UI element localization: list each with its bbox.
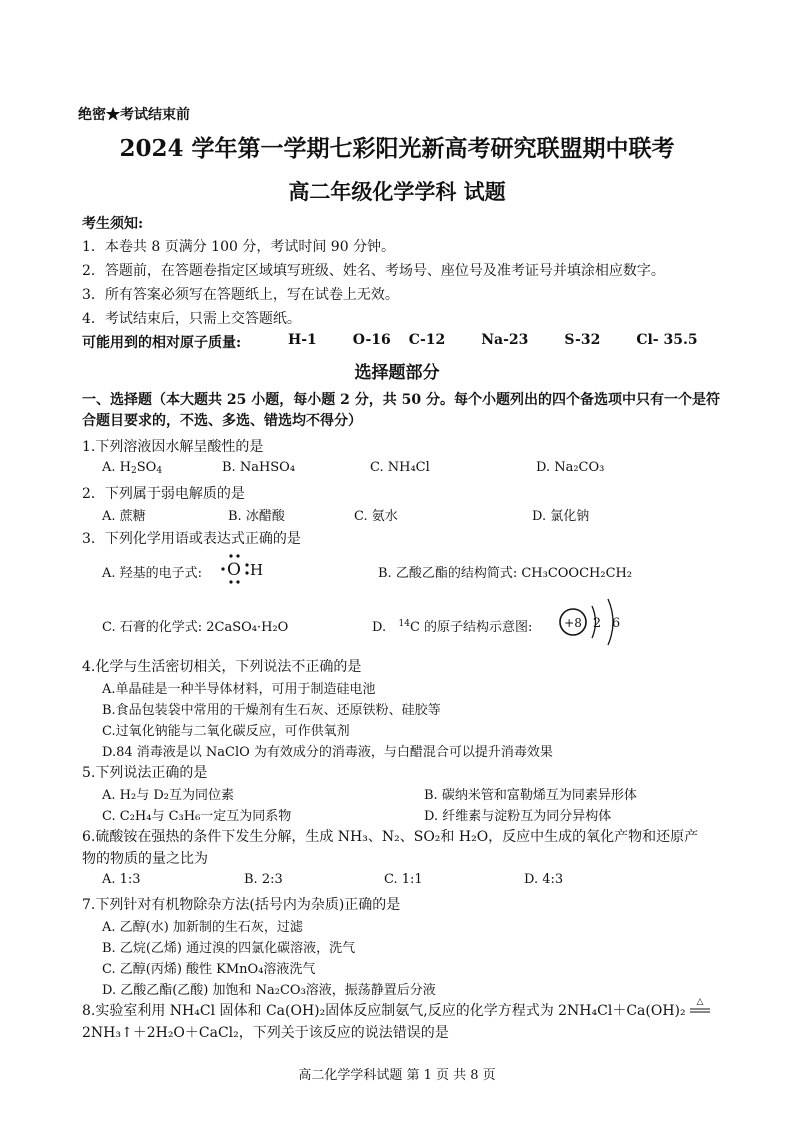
notice-heading: 考生须知:	[82, 216, 144, 232]
q7-option-c: C. 乙醇(丙烯) 酸性 KMnO₄溶液洗气	[102, 962, 316, 977]
q6-option-a: A. 1:3	[102, 872, 141, 887]
hydrogen-symbol: H	[250, 561, 264, 579]
atomic-mass-label: 可能用到的相对原子质量:	[82, 335, 242, 351]
atomic-mass-na: Na-23	[481, 332, 529, 348]
page-footer: 高二化学学科试题 第 1 页 共 8 页	[298, 1068, 496, 1083]
q3-stem: 3．下列化学用语或表达式正确的是	[82, 531, 301, 547]
q2-option-d: D. 氯化钠	[532, 509, 590, 524]
q8-stem-line-2: 2NH₃↑＋2H₂O＋CaCl₂，下列关于该反应的说法错误的是	[82, 1025, 449, 1041]
q2-option-b: B. 冰醋酸	[228, 509, 285, 524]
atomic-mass-h: H-1	[288, 332, 317, 348]
q2-stem: 2．下列属于弱电解质的是	[82, 486, 245, 502]
q3-atom-structure-diagram	[556, 594, 636, 650]
shell-2-count: 6	[611, 616, 621, 631]
q6-option-b: B. 2:3	[244, 872, 283, 887]
q7-option-b: B. 乙烷(乙烯) 通过溴的四氯化碳溶液，洗气	[102, 941, 356, 956]
heat-symbol: △	[696, 997, 704, 1007]
q5-option-b: B. 碳纳米管和富勒烯互为同素异形体	[424, 788, 637, 803]
section-title: 选择题部分	[354, 363, 440, 383]
q3-hydroxyl-electron-formula	[218, 552, 274, 586]
q4-option-a: A.单晶硅是一种半导体材料，可用于制造硅电池	[102, 682, 376, 697]
q8-stem-line-1: 8.实验室利用 NH₄Cl 固体和 Ca(OH)₂固体反应制氨气,反应的化学方程式为 2NH₄Cl＋Ca(OH)₂	[82, 1003, 686, 1019]
q1-option-c: C. NH₄Cl	[370, 460, 430, 475]
main-title: 2024 学年第一学期七彩阳光新高考研究联盟期中联考	[119, 135, 675, 162]
q2-option-a: A. 蔗糖	[102, 509, 146, 524]
atomic-mass-cl: Cl- 35.5	[636, 332, 698, 348]
oxygen-symbol: O	[227, 560, 241, 580]
section-intro: 一、选择题（本大题共 25 小题，每小题 2 分，共 50 分。每个小题列出的四个备选项中只有一个是符合题目要求的，不选、多选、错选均不得分）	[82, 392, 720, 429]
q5-option-c: C. C₂H₄与 C₃H₆一定互为同系物	[102, 809, 292, 824]
q4-stem: 4.化学与生活密切相关，下列说法不正确的是	[82, 659, 362, 675]
secret-label: 绝密★考试结束前	[78, 107, 190, 123]
q1-option-b: B. NaHSO₄	[222, 460, 296, 475]
subtitle: 高二年级化学学科 试题	[288, 179, 506, 204]
q4-option-d: D.84 消毒液是以 NaClO 为有效成分的消毒液，与白醋混合可以提升消毒效果	[102, 745, 553, 760]
q3-option-d: D. $^{14}$C 的原子结构示意图:	[372, 619, 533, 635]
q4-option-b: B.食品包装袋中常用的干燥剂有生石灰、还原铁粉、硅胶等	[102, 703, 441, 718]
q6-stem-line-2: 物的物质的量之比为	[82, 851, 208, 867]
q6-stem-line-1: 6.硫酸铵在强热的条件下发生分解，生成 NH₃、N₂、SO₂和 H₂O，反应中生成的氧化产物和还原产	[82, 829, 699, 845]
notice-item-4: 4．考试结束后，只需上交答题纸。	[82, 311, 301, 327]
q7-option-a: A. 乙醇(水) 加新制的生石灰，过滤	[102, 920, 303, 935]
notice-item-2: 2．答题前，在答题卷指定区域填写班级、姓名、考场号、座位号及准考证号并填涂相应数字。	[82, 263, 665, 279]
atomic-mass-o: O-16	[352, 332, 391, 348]
nucleus-charge: +8	[564, 616, 582, 630]
q7-stem: 7.下列针对有机物除杂方法(括号内为杂质)正确的是	[82, 897, 401, 913]
q3-option-a-label: A. 羟基的电子式:	[102, 566, 203, 581]
atomic-mass-s: S-32	[564, 332, 601, 348]
q4-option-c: C.过氧化钠能与二氧化碳反应，可作供氧剂	[102, 724, 350, 739]
notice-item-1: 1．本卷共 8 页满分 100 分，考试时间 90 分钟。	[82, 239, 396, 255]
q6-option-c: C. 1:1	[384, 872, 423, 887]
notice-item-3: 3．所有答案必须写在答题纸上，写在试卷上无效。	[82, 287, 399, 303]
q1-stem: 1.下列溶液因水解呈酸性的是	[82, 439, 264, 455]
q2-option-c: C. 氨水	[354, 509, 398, 524]
q7-option-d: D. 乙酸乙酯(乙酸) 加饱和 Na₂CO₃溶液，振荡静置后分液	[102, 983, 436, 998]
q8-heating-condition	[688, 994, 712, 1016]
q3-option-b: B. 乙酸乙酯的结构简式: CH₃COOCH₂CH₂	[378, 566, 633, 581]
atomic-mass-list	[288, 332, 698, 348]
q5-stem: 5.下列说法正确的是	[82, 765, 208, 781]
q3-option-c: C. 石膏的化学式: 2CaSO₄·H₂O	[102, 620, 289, 635]
atomic-mass-c: C-12	[408, 332, 446, 348]
q1-option-d: D. Na₂CO₃	[536, 460, 605, 475]
electron-dot-diagram	[218, 552, 274, 586]
shell-1-count: 2	[592, 616, 602, 631]
q6-option-d: D. 4:3	[524, 872, 564, 887]
q5-option-d: D. 纤维素与淀粉互为同分异构体	[424, 809, 612, 824]
q1-option-a: A. $H_2SO_4$	[102, 460, 163, 476]
q5-option-a: A. H₂与 D₂互为同位素	[102, 788, 234, 803]
